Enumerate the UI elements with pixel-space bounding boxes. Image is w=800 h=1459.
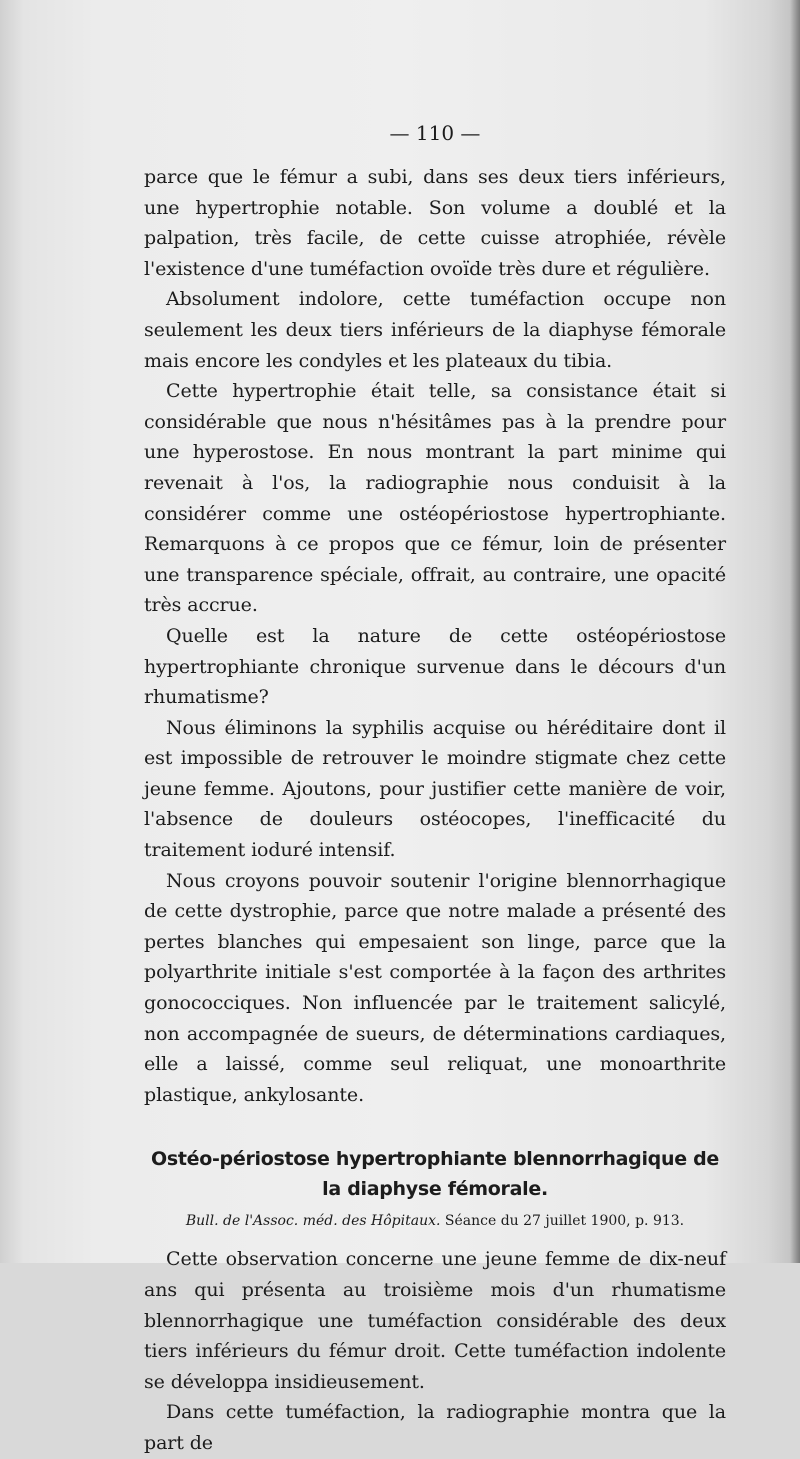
text-block bbox=[144, 118, 726, 1459]
paragraph: Absolument indolore, cette tuméfaction occupe non seulement les deux tiers inférieurs de la diaphyse fémorale mais encore les condyles et les plateaux du tibia. bbox=[144, 288, 726, 372]
citation-source: Bull. de l'Assoc. méd. des Hôpitaux. bbox=[185, 1213, 441, 1230]
paragraph: Cette observation concerne une jeune femme de dix-neuf ans qui présenta au troisième mois d'un rhumatisme blennorrhagique une tuméfaction considérable des deux tiers inférieurs du fémur droit. Cette tuméfaction indolente se développa insidieusement. bbox=[144, 1248, 726, 1393]
paragraph: parce que le fémur a subi, dans ses deux tiers inférieurs, une hypertrophie notable. Son volume a doublé et la palpation, très facile, de cette cuisse atrophiée, révèle l'existence d'une tuméfaction ovoïde très dure et régulière. bbox=[144, 166, 726, 280]
top-paragraphs bbox=[144, 162, 726, 1110]
citation-details: Séance du 27 juillet 1900, p. 913. bbox=[444, 1213, 685, 1230]
paragraph: Cette hypertrophie était telle, sa consistance était si considérable que nous n'hésitâmes pas à la prendre pour une hyperostose. En nous montrant la part minime qui revenait à l'os, la radiographie nous conduisit à la considérer comme une ostéopériostose hypertrophiante. Remarquons à ce propos que ce fémur, loin de présenter une transparence spéciale, offrait, au contraire, une opacité très accrue. bbox=[144, 380, 726, 617]
citation bbox=[144, 1210, 726, 1232]
section-heading: Ostéo-périostose hypertrophiante blennorrhagique de la diaphyse fémorale. bbox=[150, 1148, 719, 1201]
page-edge-shadow bbox=[790, 0, 800, 1263]
paragraph: Nous éliminons la syphilis acquise ou héréditaire dont il est impossible de retrouver le moindre stigmate chez cette jeune femme. Ajoutons, pour justifier cette manière de voir, l'absence de douleurs ostéocopes, l'inefficacité du traitement ioduré intensif. bbox=[144, 716, 726, 862]
paragraph: Dans cette tuméfaction, la radiographie montra que la part de bbox=[144, 1401, 726, 1454]
paragraph: Nous croyons pouvoir soutenir l'origine blennorrhagique de cette dystrophie, parce que notre malade a présenté des pertes blanches qui empesaient son linge, parce que la polyarthrite initiale s'est comportée à la façon des arthrites gonococciques. Non influencée par le traitement salicylé, non accompagnée de sueurs, de déterminations cardiaques, elle a laissé, comme seul reliquat, une monoarthrite plastique, ankylosante. bbox=[144, 869, 726, 1106]
paragraph: Quelle est la nature de cette ostéopériostose hypertrophiante chronique survenue dans le décours d'un rhumatisme? bbox=[144, 624, 726, 709]
bottom-paragraphs bbox=[144, 1244, 726, 1458]
page-number: — 110 — bbox=[389, 121, 481, 145]
